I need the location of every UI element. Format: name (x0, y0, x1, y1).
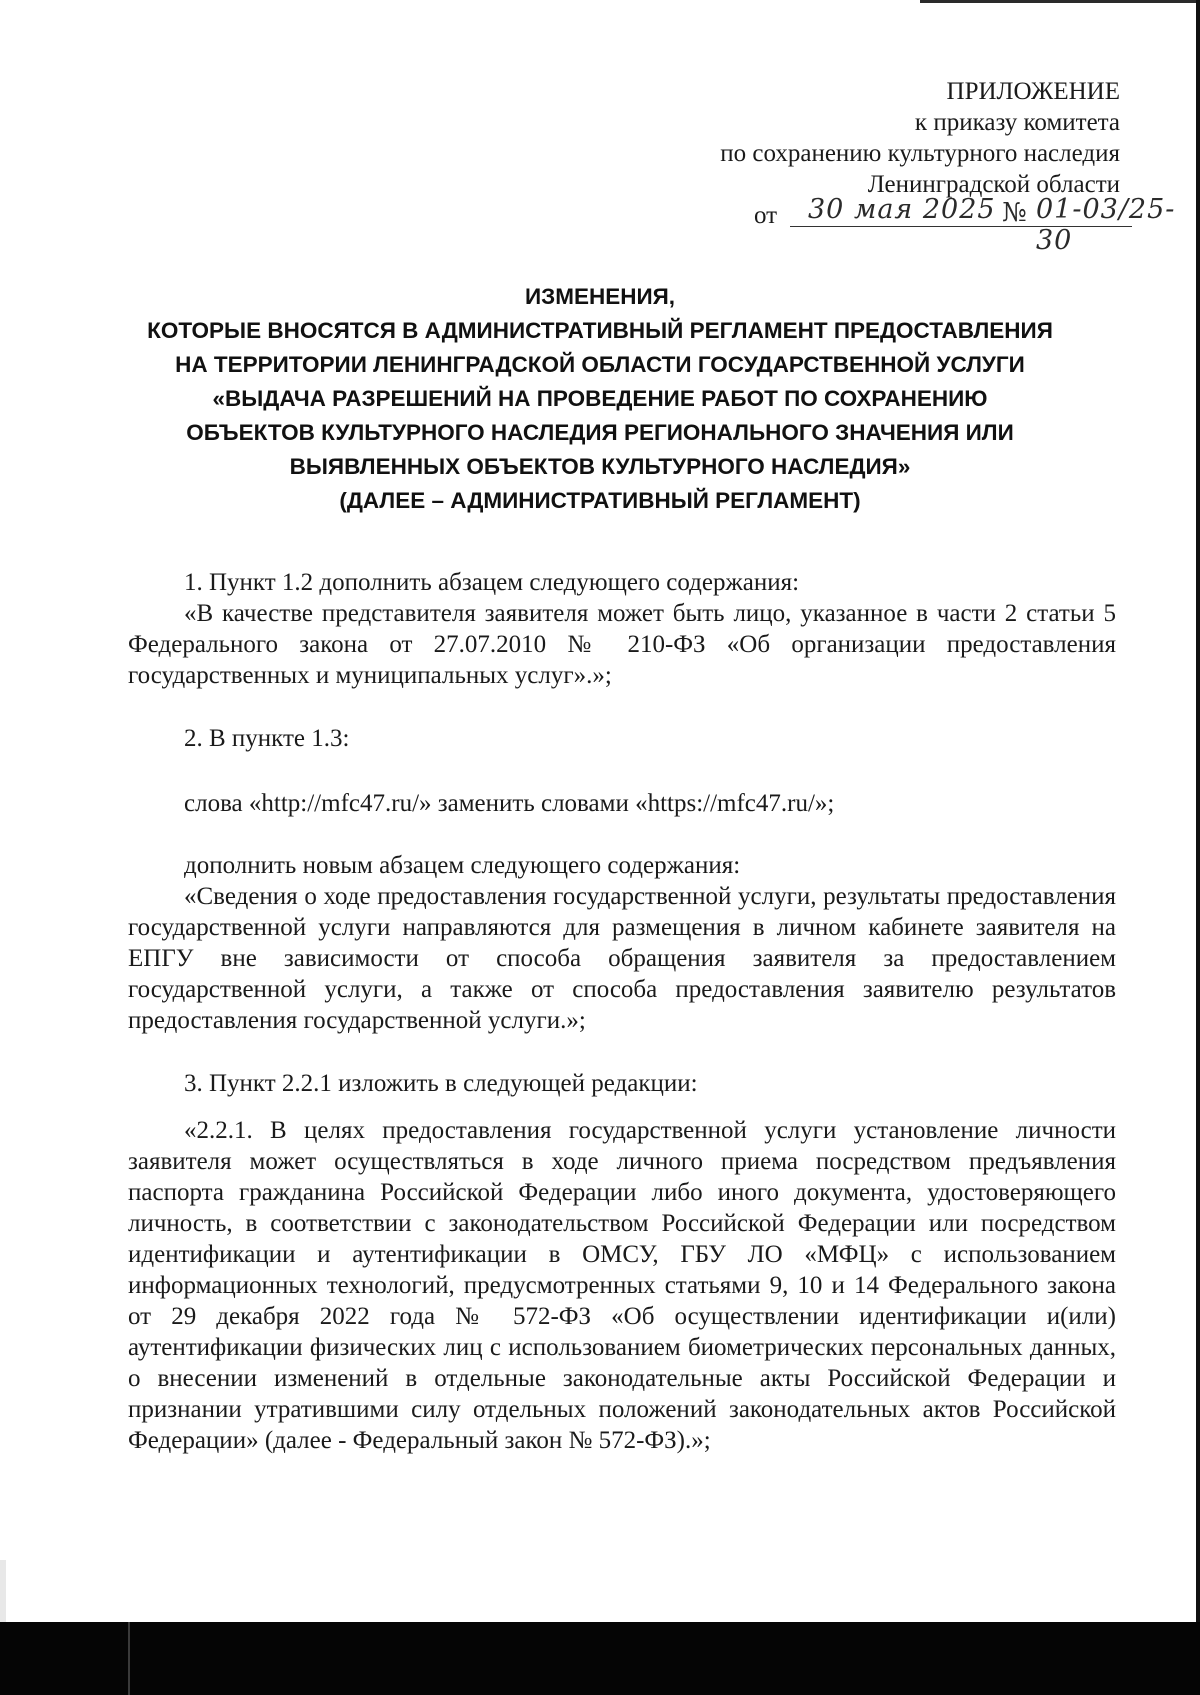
document-title (100, 280, 1100, 518)
item-2-add-block (128, 850, 1116, 1036)
appendix-order-ref: к приказу комитета (914, 109, 1120, 136)
item-2-add: дополнить новым абзацем следующего содержания: (184, 852, 741, 879)
scan-bottom-tick (128, 1622, 130, 1695)
appendix-header (720, 76, 1120, 200)
item-3-heading-block (128, 1068, 1116, 1099)
item-1 (128, 567, 1116, 691)
order-number-sign: № (1002, 198, 1028, 228)
item-1-text: «В качестве представителя заявителя может быть лицо, указанное в части 2 статьи 5 Федерального закона от 27.07.2010 № 210-ФЗ «Об организации предоставления государственных и муниципальных услуг».»; (128, 600, 1116, 689)
item-3-heading: 3. Пункт 2.2.1 изложить в следующей редакции: (184, 1070, 698, 1097)
title-line: (ДАЛЕЕ – АДМИНИСТРАТИВНЫЙ РЕГЛАМЕНТ) (339, 488, 861, 513)
title-line: ОБЪЕКТОВ КУЛЬТУРНОГО НАСЛЕДИЯ РЕГИОНАЛЬНОГО ЗНАЧЕНИЯ ИЛИ (186, 420, 1014, 445)
title-line: ВЫЯВЛЕННЫХ ОБЪЕКТОВ КУЛЬТУРНОГО НАСЛЕДИЯ» (289, 454, 911, 479)
scan-edge-right (1196, 0, 1200, 1695)
handwritten-order-number: 01-03/25-30 (1036, 194, 1176, 256)
scan-edge-top (920, 0, 1200, 3)
item-2-words: слова «http://mfc47.ru/» заменить словами «https://mfc47.ru/»; (184, 790, 835, 817)
item-1-heading: 1. Пункт 1.2 дополнить абзацем следующего содержания: (184, 569, 800, 596)
scan-bottom-bar (0, 1622, 1200, 1695)
item-2-text: «Сведения о ходе предоставления государственной услуги, результаты предоставления государственной услуги направляются для размещения в личном кабинете заявителя на ЕПГУ вне зависимости от способа обращения заявителя за предоставлением государственной услуги, а также от способа предоставления заявителю результатов предоставления государственной услуги.»; (128, 883, 1116, 1034)
scan-edge-left (0, 1560, 6, 1622)
appendix-committee: по сохранению культурного наследия (720, 140, 1120, 167)
item-2-heading-block (128, 723, 1116, 754)
order-from-label: от (754, 202, 778, 229)
item-3-text-block (128, 1115, 1116, 1456)
title-line: ИЗМЕНЕНИЯ, (524, 284, 676, 309)
item-2-heading: 2. В пункте 1.3: (184, 725, 350, 752)
handwritten-date: 30 мая 2025 (808, 194, 996, 225)
appendix-region: Ленинградской области (867, 171, 1120, 198)
item-3-text: «2.2.1. В целях предоставления государственной услуги установление личности заявителя может осуществляться в ходе личного приема посредством предъявления паспорта гражданина Российской Федерации либо иного документа, удостоверяющего личность, в соответствии с законодательством Российской Федерации или посредством идентификации и аутентификации в ОМСУ, ГБУ ЛО «МФЦ» с использованием информационных технологий, предусмотренных статьями 9, 10 и 14 Федерального закона от 29 декабря 2022 года № 572-ФЗ «Об осуществлении идентификации и(или) аутентификации физических лиц с использованием биометрических персональных данных, о внесении изменений в отдельные законодательные акты Российской Федерации и признании утратившими силу отдельных положений законодательных актов Российской Федерации» (далее - Федеральный закон № 572-ФЗ).»; (128, 1117, 1116, 1454)
title-line: «ВЫДАЧА РАЗРЕШЕНИЙ НА ПРОВЕДЕНИЕ РАБОТ ПО СОХРАНЕНИЮ (212, 386, 988, 411)
appendix-label: ПРИЛОЖЕНИЕ (946, 78, 1120, 105)
order-date-number (754, 192, 1184, 256)
title-line: НА ТЕРРИТОРИИ ЛЕНИНГРАДСКОЙ ОБЛАСТИ ГОСУДАРСТВЕННОЙ УСЛУГИ (175, 352, 1025, 377)
title-line: КОТОРЫЕ ВНОСЯТСЯ В АДМИНИСТРАТИВНЫЙ РЕГЛАМЕНТ ПРЕДОСТАВЛЕНИЯ (147, 318, 1053, 343)
item-2-words-block (128, 788, 1116, 819)
